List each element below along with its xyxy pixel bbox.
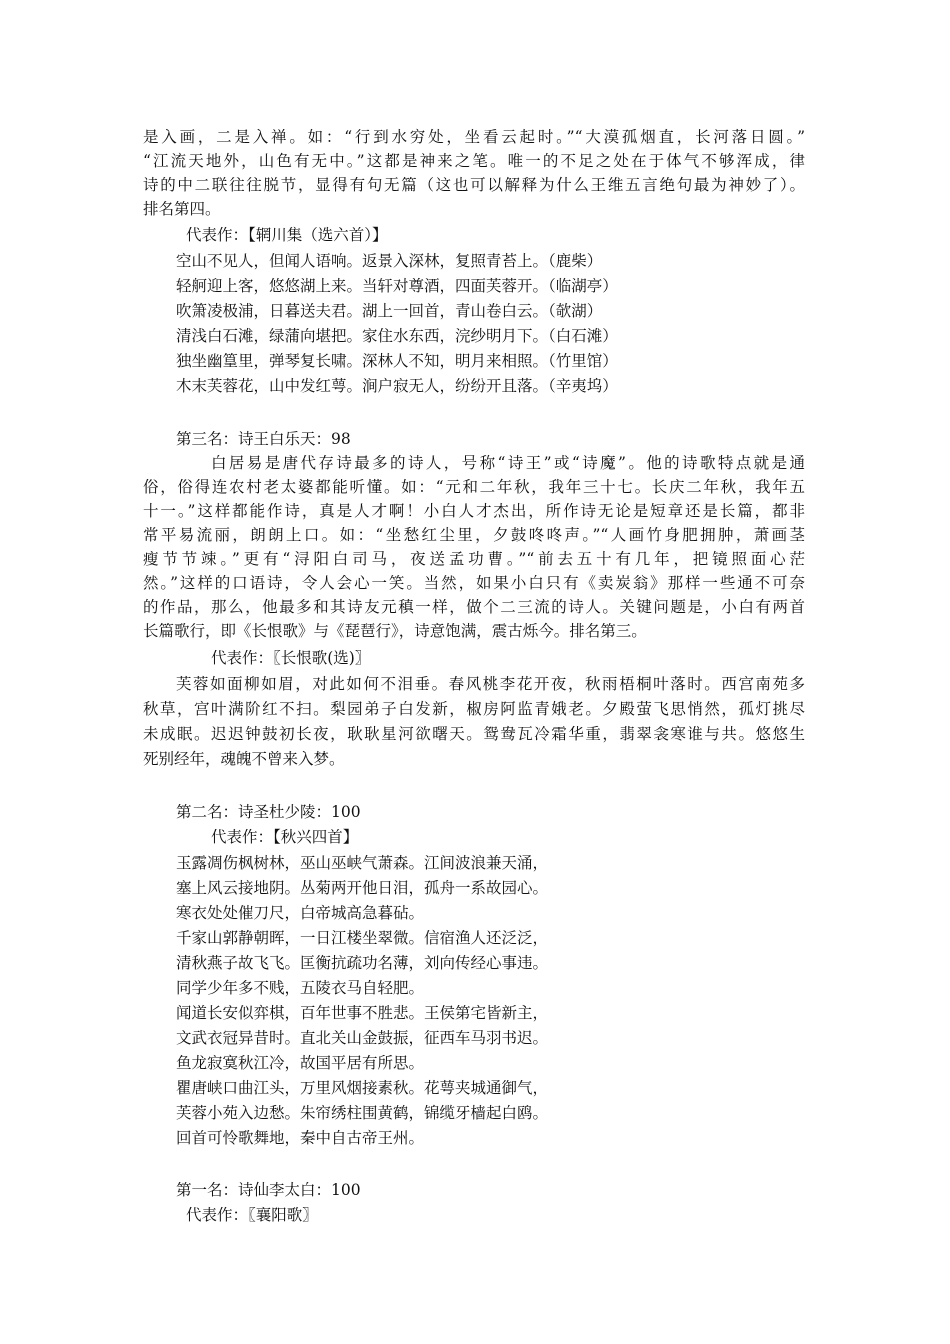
paragraph-line: 然。”这样的口语诗，令人会心一笑。当然，如果小白只有《卖炭翁》那样一些通不可奈	[143, 574, 805, 592]
poem-line: 回首可怜歌舞地，秦中自古帝王州。	[176, 1129, 425, 1147]
poem-line: 清秋燕子故飞飞。匡衡抗疏功名薄，刘向传经心事违。	[176, 954, 549, 972]
poem-line: 文武衣冠异昔时。直北关山金鼓振，征西车马羽书迟。	[176, 1029, 549, 1047]
paragraph-line: 常平易流丽，朗朗上口。如：“坐愁红尘里，夕鼓咚咚声。”“人画竹身肥拥肿，萧画茎	[143, 526, 805, 544]
poem-line: 吹箫凌极浦，日暮送夫君。湖上一回首，青山卷白云。（欹湖）	[176, 302, 603, 320]
poem-line: 玉露凋伤枫树林，巫山巫峡气萧森。江间波浪兼天涌，	[176, 854, 549, 872]
section-heading: 第三名：诗王白乐天：98	[176, 430, 351, 448]
representative-work-label: 代表作：【辋川集（选六首）】	[186, 226, 388, 244]
representative-work-label: 代表作：【秋兴四首】	[211, 828, 359, 846]
poem-line: 芙蓉如面柳如眉，对此如何不泪垂。春风桃李花开夜，秋雨梧桐叶落时。西宫南苑多	[176, 675, 805, 693]
poem-line: 空山不见人，但闻人语响。返景入深林，复照青苔上。（鹿柴）	[176, 252, 603, 270]
poem-line: 木末芙蓉花，山中发红萼。涧户寂无人，纷纷开且落。（辛夷坞）	[176, 377, 618, 395]
section-heading: 第二名：诗圣杜少陵：100	[176, 803, 361, 821]
representative-work-label: 代表作：〖襄阳歌〗	[186, 1206, 318, 1224]
poem-line: 闻道长安似弈棋，百年世事不胜悲。王侯第宅皆新主，	[176, 1004, 549, 1022]
poem-line: 寒衣处处催刀尺，白帝城高急暮砧。	[176, 904, 425, 922]
poem-line: 独坐幽篁里，弹琴复长啸。深林人不知，明月来相照。（竹里馆）	[176, 352, 618, 370]
representative-work-label: 代表作：〖长恨歌(选)〗	[211, 649, 371, 667]
poem-line: 瞿唐峡口曲江头，万里风烟接素秋。花萼夹城通御气，	[176, 1079, 549, 1097]
paragraph-line: “江流天地外，山色有无中。”这都是神来之笔。唯一的不足之处在于体气不够浑成，律	[143, 152, 805, 170]
poem-line: 死别经年，魂魄不曾来入梦。	[143, 750, 345, 768]
poem-line: 千家山郭静朝晖，一日江楼坐翠微。信宿渔人还泛泛，	[176, 929, 549, 947]
section-heading: 第一名：诗仙李太白：100	[176, 1181, 361, 1199]
poem-line: 秋草，宫叶满阶红不扫。梨园弟子白发新，椒房阿监青娥老。夕殿萤飞思悄然，孤灯挑尽	[143, 700, 805, 718]
paragraph-line: 瘦节节竦。”更有“浔阳白司马，夜送孟功曹。”“前去五十有几年，把镜照面心茫	[143, 550, 805, 568]
poem-line: 塞上风云接地阴。丛菊两开他日泪，孤舟一系故园心。	[176, 879, 549, 897]
paragraph-line: 十一。”这样都能作诗，真是人才啊！小白人才杰出，所作诗无论是短章还是长篇，都非	[143, 502, 805, 520]
poem-line: 未成眠。迟迟钟鼓初长夜，耿耿星河欲曙天。鸳鸯瓦冷霜华重，翡翠衾寒谁与共。悠悠生	[143, 725, 805, 743]
paragraph-line: 诗的中二联往往脱节，显得有句无篇（这也可以解释为什么王维五言绝句最为神妙了）。	[143, 176, 805, 194]
paragraph-line: 是入画，二是入禅。如：“行到水穷处，坐看云起时。”“大漠孤烟直，长河落日圆。”	[143, 128, 805, 146]
paragraph-line: 长篇歌行，即《长恨歌》与《琵琶行》，诗意饱满，震古烁今。排名第三。	[143, 622, 647, 640]
paragraph-line: 的作品，那么，他最多和其诗友元稹一样，做个二三流的诗人。关键问题是，小白有两首	[143, 598, 805, 616]
paragraph-line: 俗，俗得连农村老太婆都能听懂。如：“元和二年秋，我年三十七。长庆二年秋，我年五	[143, 478, 805, 496]
paragraph-line: 排名第四。	[143, 200, 221, 218]
poem-line: 清浅白石滩，绿蒲向堪把。家住水东西，浣纱明月下。（白石滩）	[176, 327, 618, 345]
poem-line: 同学少年多不贱，五陵衣马自轻肥。	[176, 979, 425, 997]
paragraph-line: 白居易是唐代存诗最多的诗人，号称“诗王”或“诗魔”。他的诗歌特点就是通	[211, 454, 805, 472]
poem-line: 鱼龙寂寞秋江冷，故国平居有所思。	[176, 1054, 425, 1072]
poem-line: 轻舸迎上客，悠悠湖上来。当轩对尊酒，四面芙蓉开。（临湖亭）	[176, 277, 618, 295]
poem-line: 芙蓉小苑入边愁。朱帘绣柱围黄鹤，锦缆牙樯起白鸥。	[176, 1104, 549, 1122]
